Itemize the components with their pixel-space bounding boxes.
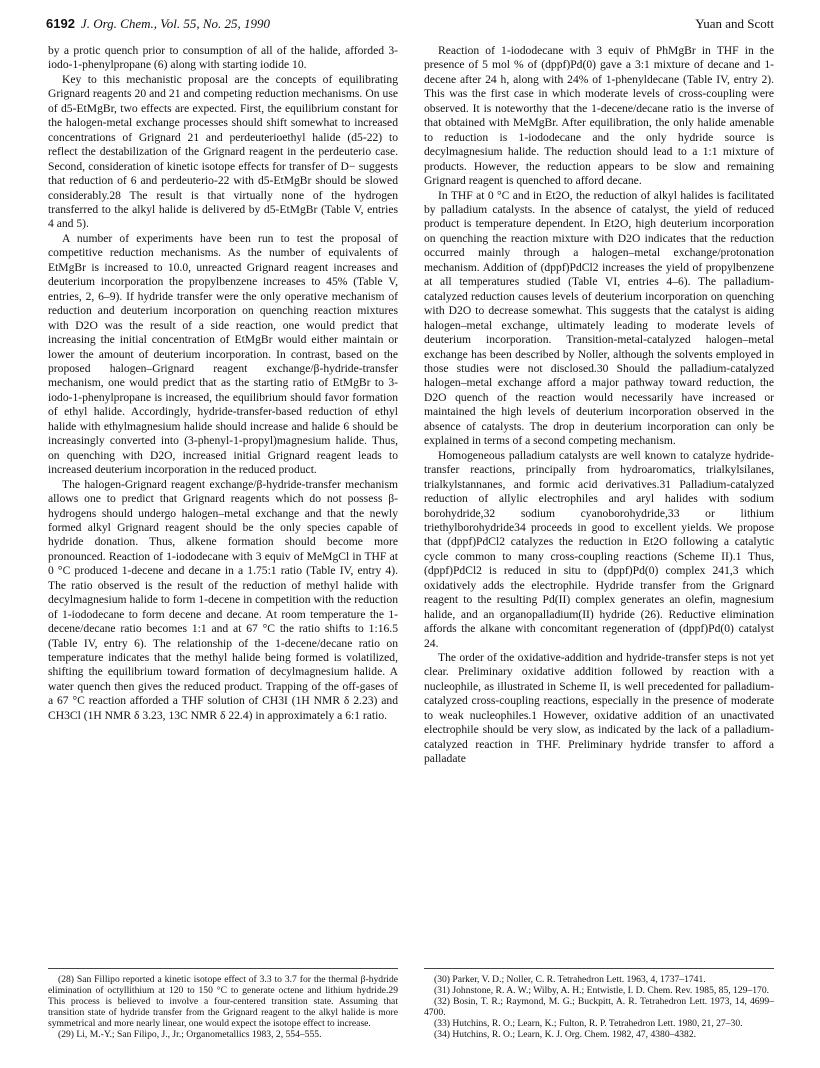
footnote: (30) Parker, V. D.; Noller, C. R. Tetrahedron Lett. 1963, 4, 1737–1741. [434,974,706,985]
left-column [48,44,398,723]
footnote: (29) Li, M.-Y.; San Filipo, J., Jr.; Organometallics 1983, 2, 554–555. [58,1029,322,1041]
paragraph: A number of experiments have been run to test the proposal of competitive reduction mechanisms. As the number of equivalents of EtMgBr is increased to 10.0, unreacted Grignard reagent increases and deuterium incorporation the propylbenzene increases to 45% (Table V, entries, 2, 6–9). If hydride transfer were the only operative mechanism of reduction and deuterium incorporation on quenching reaction mixtures with D2O was the result of a side reaction, one would predict that increasing the initial concentration of EtMgBr would either maintain or lower the amount of deuterium incorporation. In contrast, based on the proposed halogen–Grignard reagent exchange/β-hydride-transfer mechanism, one would predict that as the starting ratio of EtMgBr to 3-iodo-1-phenylpropane is increased, the equilibrium should favor formation of ethyl halide. Accordingly, hydride-transfer-based reduction of ethyl halide with ethylmagnesium halide should increase and halide 6 should be increasingly converted into (3-phenyl-1-propyl)magnesium halide. Thus, on quenching with D2O, increased initial Grignard reagent leads to increased deuterium incorporation in the reduced product. [48,231,398,477]
footnotes-left [48,974,398,1041]
paragraph: Reaction of 1-iododecane with 3 equiv of PhMgBr in THF in the presence of 5 mol % of (dppf)Pd(0) gave a 3:1 mixture of decane and 1-decene after 24 h, along with 24% of 1-phenyldecane (Table IV, entry 2). This was the first case in which moderate levels of cross-coupling were observed. It is noteworthy that the 1-decene/decane ratio is the inverse of that obtained with MeMgBr. After equilibration, the only halide amenable to reduction is 1-iododecane and the only hydride source is decylmagnesium halide. The reduction should lead to a 1:1 mixture of products. However, the reduction appears to be slow and remaining Grignard reagent is quenched to afford decane. [424,44,774,188]
paragraph: The order of the oxidative-addition and hydride-transfer steps is not yet clear. Preliminary oxidative addition followed by reaction with a nucleophile, as illustrated in Scheme II, is well precedented for palladium-catalyzed cross-coupling reactions, especially in the presence of moderate to weak nucleophiles.1 However, oxidative addition of an unactivated electrophile should be very slow, as indicated by the lack of a palladium-catalyzed reaction in THF. Preliminary hydride transfer to afford a palladate [424,651,774,766]
footnote-divider [48,968,398,969]
page-number: 6192 [46,16,75,31]
header-authors: Yuan and Scott [695,16,774,31]
paragraph: In THF at 0 °C and in Et2O, the reduction of alkyl halides is facilitated by palladium catalysts. In the absence of catalyst, the yield of reduced product is temperature dependent. In Et2O, high deuterium incorporation on quenching the reaction mixture with D2O indicates that the reduction occurred mainly through a halogen–metal exchange/protonation mechanism. Addition of (dppf)PdCl2 increases the yield of propylbenzene at all temperatures studied (Table VI, entries 4–6). The palladium-catalyzed reduction causes levels of deuterium incorporation on quenching with D2O to decrease somewhat. This suggests that the catalyst is aiding halogen–metal exchange, ultimately leading to moderate levels of deuterium incorporation. Transition-metal-catalyzed halogen–metal exchange has been described by Noller, although the solvents employed in those studies were not disclosed.30 Should the palladium-catalyzed halogen–metal exchange afford a major pathway toward reduction, the D2O quench of the reaction would necessarily have increased or maintained the high levels of deuterium incorporation observed in the absence of catalysts. The drop in deuterium incorporation can only be explained in terms of a second competing mechanism. [424,188,774,448]
journal-citation: J. Org. Chem., Vol. 55, No. 25, 1990 [80,16,271,31]
footnote: (33) Hutchins, R. O.; Learn, K.; Fulton, R. P. Tetrahedron Lett. 1980, 21, 27–30. [434,1018,743,1030]
footnote: (32) Bosin, T. R.; Raymond, M. G.; Buckpitt, A. R. Tetrahedron Lett. 1973, 14, 4699–4700. [424,996,774,1019]
running-header [46,16,774,36]
paragraph: Key to this mechanistic proposal are the concepts of equilibrating Grignard reagents 20 and 21 and competing reduction mechanisms. On use of d5-EtMgBr, two effects are expected. First, the equilibrium constant for the halogen-metal exchange processes should shift somewhat to increased concentrations of Grignard 21 and perdeuterioethyl halide (d5-22) to reflect the destabilization of the Grignard reagent in the perdeuterio case. Second, consideration of kinetic isotope effects for transfer of D− suggests that reduction of 6 and perdeuterio-22 with d5-EtMgBr should be slowed considerably.28 The result is that virtually none of the hydrogen transferred to the alkyl halide is delivered by d5-EtMgBr (Table V, entries 4 and 5). [48,72,398,231]
right-column [424,44,774,767]
footnote-divider [424,968,774,969]
footnote: (31) Johnstone, R. A. W.; Wilby, A. H.; Entwistle, I. D. Chem. Rev. 1985, 85, 129–170. [434,985,770,997]
footnote: (28) San Fillipo reported a kinetic isotope effect of 3.3 to 3.7 for the thermal β-hydride elimination of octyllithium at 120 to 150 °C to generate octene and lithium hydride.29 This process is believed to involve a four-centered transition state. Assuming that transition state of hydride transfer from the Grignard reagent to the alkyl halide is more symmetrical and more nearly linear, one would expect the isotope effect to increase. [48,974,398,1030]
paragraph: by a protic quench prior to consumption of all of the halide, afforded 3-iodo-1-phenylpropane (6) along with starting iodide 10. [48,44,398,72]
footnote: (34) Hutchins, R. O.; Learn, K. J. Org. Chem. 1982, 47, 4380–4382. [434,1029,697,1041]
paragraph: The halogen-Grignard reagent exchange/β-hydride-transfer mechanism allows one to predict that Grignard reagents which do not possess β-hydrogens should undergo halogen–metal exchange and that the newly formed alkyl Grignard reagent should be the only species capable of hydride donation. Thus, alkene formation should become more pronounced. Reaction of 1-iododecane with 3 equiv of MeMgCl in THF at 0 °C produced 1-decene and decane in a 1.75:1 ratio (Table IV, entry 4). The ratio observed is the result of the reduction of methyl halide with decylmagnesium halide to form 1-decene in competition with the reduction of 1-iododecane to form decene and decane. At room temperature the 1-decene/decane ratio becomes 1:1 and at 67 °C the ratio shifts to 1:16.5 (Table IV, entry 6). The relationship of the 1-decene/decane ratio on temperature indicates that the methyl halide being formed is volatilized, shifting the equilibrium toward formation of decylmagnesium halide. A water quench then gives the reduced product. Trapping of the off-gases of a 67 °C reaction afforded a THF solution of CH3I (1H NMR δ 2.23) and CH3Cl (1H NMR δ 3.23, 13C NMR δ 22.4) in approximately a 6:1 ratio. [48,477,398,722]
header-left [46,16,270,32]
footnotes-right [424,974,774,1041]
paragraph: Homogeneous palladium catalysts are well known to catalyze hydride-transfer reactions, principally from hydroaromatics, trialkylsilanes, trialkylstannanes, and formic acid derivatives.31 Palladium-catalyzed reduction of allylic electrophiles and aryl halides with sodium borohydride,32 sodium cyanoborohydride,33 or lithium triethylborohydride34 proceeds in good to excellent yields. We propose that (dppf)PdCl2 catalyzes the reduction in Et2O following a catalytic cycle common to many cross-coupling reactions (Scheme II).1 Thus, (dppf)PdCl2 is reduced in situ to (dppf)Pd(0) complex 241,3 which oxidatively adds the electrophile. Hydride transfer from the Grignard reagent to the resulting Pd(II) complex generates an olefin, magnesium halide, and an organopalladium(II) hydride (26). Reductive elimination affords the alkane with concomitant regeneration of (dppf)Pd(0) catalyst 24. [424,448,774,650]
